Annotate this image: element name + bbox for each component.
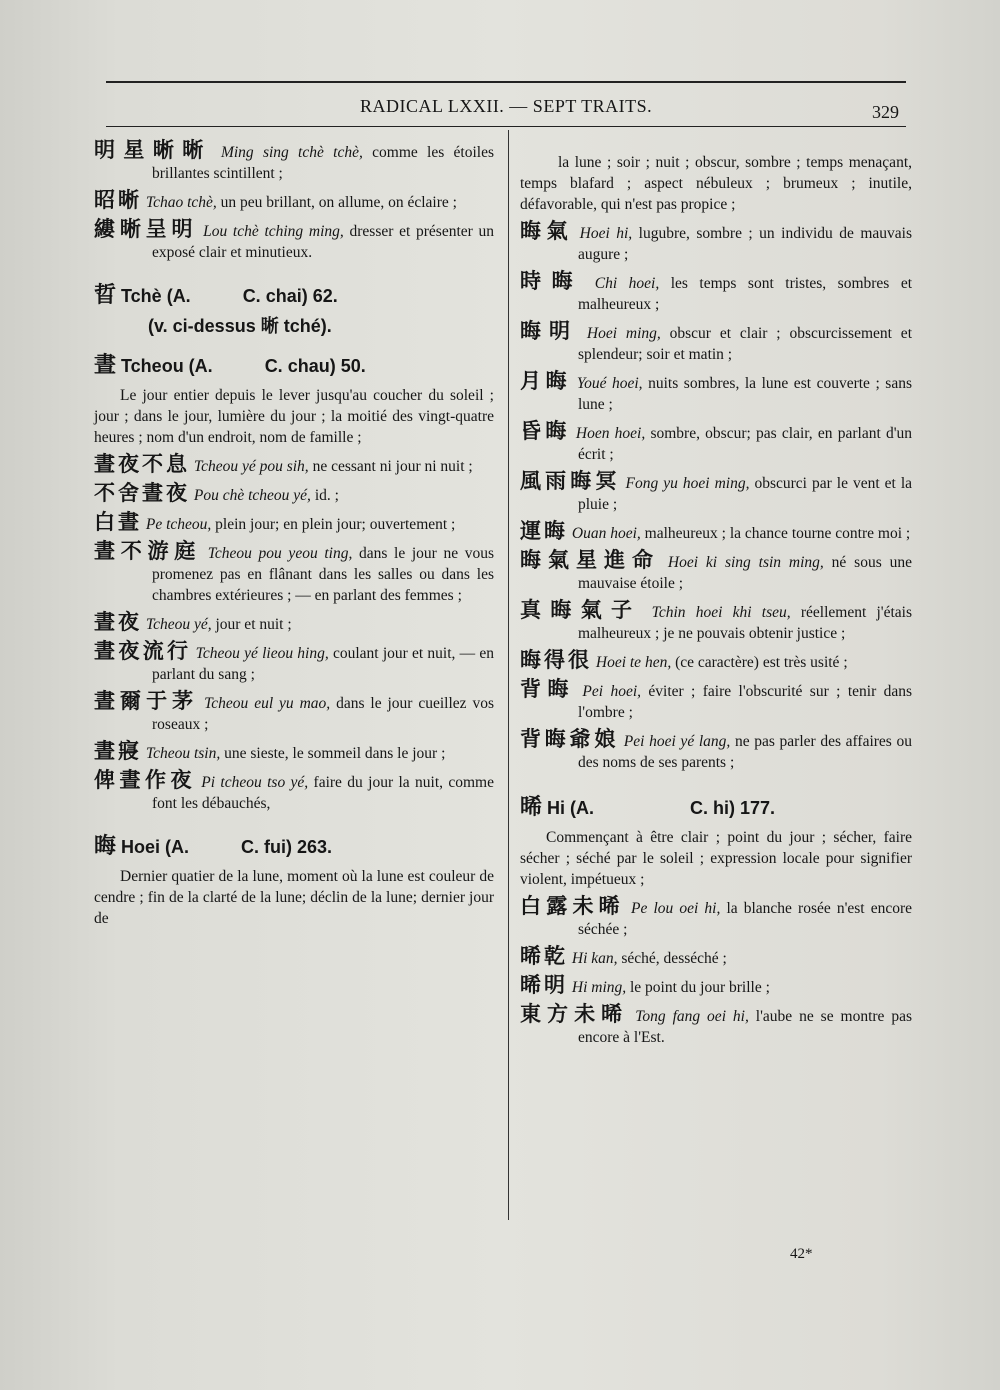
headword-char: 晦 xyxy=(94,834,117,859)
dictionary-entry xyxy=(520,679,912,723)
dictionary-entry xyxy=(520,421,912,465)
dictionary-entry xyxy=(520,729,912,773)
chinese-phrase: 運晦 xyxy=(520,519,568,543)
dictionary-entry xyxy=(94,741,494,764)
romanization: Tcheou yé pou sih, xyxy=(193,458,309,475)
definition-text: Commençant à être clair ; point du jour ; sécher, faire sécher ; séché par le soleil ; expression locale pour signifier violent, impétueux ; xyxy=(520,829,912,888)
dictionary-entry xyxy=(94,454,494,477)
dictionary-entry xyxy=(94,612,494,635)
dictionary-entry xyxy=(520,650,912,673)
chinese-phrase: 背晦爺娘 xyxy=(520,727,620,751)
french-gloss: le point du jour brille ; xyxy=(626,979,770,996)
french-gloss: coulant jour et nuit, — en parlant du sang ; xyxy=(152,645,495,683)
romanization: Pei hoei, xyxy=(582,683,642,700)
dictionary-entry xyxy=(520,521,912,544)
entry-list xyxy=(94,140,494,263)
french-gloss: une sieste, le sommeil dans le jour ; xyxy=(220,745,446,762)
chinese-phrase: 俾晝作夜 xyxy=(94,768,196,792)
definition-continuation: la lune ; soir ; nuit ; obscur, sombre ; temps menaçant, temps blafard ; aspect nébuleux ; brumeux ; inutile, défavorable, qui n'est pas propice ; xyxy=(520,154,912,213)
chinese-phrase: 明星晰晰 xyxy=(94,138,212,162)
french-gloss: la blanche rosée n'est encore séchée ; xyxy=(578,900,912,938)
french-gloss: id. ; xyxy=(310,487,339,504)
dictionary-entry xyxy=(520,321,912,365)
chinese-phrase: 月晦 xyxy=(520,369,572,393)
french-gloss: les temps sont tristes, sombres et malheureux ; xyxy=(578,275,913,313)
french-gloss: jour et nuit ; xyxy=(211,616,292,633)
romanization: Ming sing tchè tchè, xyxy=(220,144,363,161)
chinese-phrase: 晝爾于茅 xyxy=(94,689,199,713)
headword-char: 晞 xyxy=(520,795,543,820)
chinese-phrase: 昏晦 xyxy=(520,419,571,443)
french-gloss: dresser et présenter un exposé clair et minutieux. xyxy=(152,223,495,261)
dictionary-entry xyxy=(94,190,494,213)
romanization: Hi ming, xyxy=(571,979,627,996)
french-gloss: dans le jour ne vous promenez pas en flânant dans les salles ou dans les chambres extérieures ; — en parlant des femmes ; xyxy=(152,545,494,604)
header-rule-top xyxy=(106,81,906,83)
headword-char: 晢 xyxy=(94,283,117,308)
entry-list xyxy=(520,896,912,1048)
chinese-phrase: 晦氣 xyxy=(520,219,574,243)
page-number: 329 xyxy=(872,102,899,122)
right-column xyxy=(520,152,912,1054)
french-gloss: ne cessant ni jour ni nuit ; xyxy=(308,458,473,475)
french-gloss: né sous une mauvaise étoile ; xyxy=(578,554,912,592)
french-gloss: réellement j'étais malheureux ; je ne pouvais obtenir justice ; xyxy=(578,604,912,642)
romanization: Hi kan, xyxy=(571,950,618,967)
french-gloss: ne pas parler des affaires ou des noms de ses parents ; xyxy=(578,733,912,771)
romanization: Ouan hoei, xyxy=(571,525,641,542)
french-gloss: nuits sombres, la lune est couverte ; sans lune ; xyxy=(578,375,913,413)
dictionary-entry xyxy=(94,140,494,184)
french-gloss: un peu brillant, on allume, on éclaire ; xyxy=(216,194,457,211)
french-gloss: lugubre, sombre ; un individu de mauvais augure ; xyxy=(578,225,913,263)
chinese-phrase: 縷晰呈明 xyxy=(94,217,198,241)
dictionary-entry xyxy=(520,946,912,969)
dictionary-entry xyxy=(520,896,912,940)
chinese-phrase: 背晦 xyxy=(520,677,576,701)
definition-text: Le jour entier depuis le lever jusqu'au coucher du soleil ; jour ; dans le jour, lumière du jour ; la moitié des vingt-quatre heures ; nom d'un endroit, nom de famille ; xyxy=(94,387,494,446)
french-gloss: obscurci par le vent et la pluie ; xyxy=(578,475,913,513)
chinese-phrase: 晦得很 xyxy=(520,648,592,672)
chinese-phrase: 白露未晞 xyxy=(520,894,625,918)
chinese-phrase: 晝夜 xyxy=(94,610,142,634)
romanization: Tcheou yé lieou hing, xyxy=(195,645,329,662)
dictionary-entry xyxy=(520,975,912,998)
chinese-phrase: 晝不游庭 xyxy=(94,539,202,563)
romanization: Hoei ming, xyxy=(586,325,661,342)
chinese-phrase: 晞明 xyxy=(520,973,568,997)
romanization: Youé hoei, xyxy=(576,375,643,392)
headword-tche: 晢 Tchè (A. C. chai) 62. xyxy=(94,283,338,308)
chinese-phrase: 晦氣星進命 xyxy=(520,548,660,572)
header-rule-bottom xyxy=(106,126,906,127)
dictionary-entry xyxy=(520,371,912,415)
dictionary-entry xyxy=(94,219,494,263)
romanization: Tcheou tsin, xyxy=(145,745,221,762)
dictionary-entry xyxy=(94,770,494,814)
romanization: Hoei ki sing tsin ming, xyxy=(667,554,824,571)
french-gloss: malheureux ; la chance tourne contre moi ; xyxy=(640,525,911,542)
definition-text: Dernier quatier de la lune, moment où la lune est couleur de cendre ; fin de la clarté de la lune; déclin de la lune; dernier jour de xyxy=(94,868,494,927)
chinese-phrase: 晝寢 xyxy=(94,739,142,763)
romanization: Hoei te hen, xyxy=(595,654,672,671)
chinese-phrase: 晞乾 xyxy=(520,944,568,968)
chinese-phrase: 昭晰 xyxy=(94,188,142,212)
romanization: Tong fang oei hi, xyxy=(635,1008,749,1025)
dictionary-entry xyxy=(520,1004,912,1048)
chinese-phrase: 不舍晝夜 xyxy=(94,481,190,505)
dictionary-entry xyxy=(94,483,494,506)
chinese-phrase: 時晦 xyxy=(520,269,584,293)
headword-crossref: (v. ci-dessus 晰 tché). xyxy=(148,316,332,336)
romanization: Hoen hoei, xyxy=(575,425,646,442)
chinese-phrase: 白晝 xyxy=(94,510,142,534)
french-gloss: obscur et clair ; obscurcissement et splendeur; soir et matin ; xyxy=(578,325,912,363)
chinese-phrase: 晝夜流行 xyxy=(94,639,192,663)
romanization: Chi hoei, xyxy=(594,275,660,292)
dictionary-entry xyxy=(520,550,912,594)
dictionary-entry xyxy=(520,600,912,644)
romanization: Pe tcheou, xyxy=(145,516,212,533)
french-gloss: plein jour; en plein jour; ouvertement ; xyxy=(211,516,456,533)
romanization: Hoei hi, xyxy=(579,225,633,242)
dictionary-entry xyxy=(520,271,912,315)
romanization: Tcheou eul yu mao, xyxy=(204,695,331,712)
headword-hoei: 晦 Hoei (A. C. fui) 263. xyxy=(94,834,333,859)
dictionary-entry xyxy=(94,541,494,606)
romanization: Pi tcheou tso yé, xyxy=(201,774,309,791)
headword-hi: 晞 Hi (A. C. hi) 177. xyxy=(520,795,776,820)
headword-tcheou: 晝 Tcheou (A. C. chau) 50. xyxy=(94,353,366,378)
romanization: Pe lou oei hi, xyxy=(631,900,721,917)
entry-list xyxy=(94,454,494,814)
french-gloss: séché, desséché ; xyxy=(617,950,727,967)
column-divider xyxy=(508,130,509,1220)
french-gloss: éviter ; faire l'obscurité sur ; tenir dans l'ombre ; xyxy=(578,683,913,721)
romanization: Tcheou pou yeou ting, xyxy=(207,545,353,562)
french-gloss: l'aube ne se montre pas encore à l'Est. xyxy=(578,1008,913,1046)
romanization: Fong yu hoei ming, xyxy=(625,475,750,492)
french-gloss: comme les étoiles brillantes scintillent ; xyxy=(152,144,495,182)
dictionary-entry xyxy=(520,471,912,515)
dictionary-entry xyxy=(520,221,912,265)
chinese-phrase: 晝夜不息 xyxy=(94,452,190,476)
entry-list xyxy=(520,221,912,773)
french-gloss: sombre, obscur; pas clair, en parlant d'un écrit ; xyxy=(578,425,913,463)
chinese-phrase: 真晦氣子 xyxy=(520,598,642,622)
dictionary-entry xyxy=(94,691,494,735)
dictionary-entry xyxy=(94,641,494,685)
french-gloss: (ce caractère) est très usité ; xyxy=(671,654,848,671)
romanization: Tchin hoei khi tseu, xyxy=(651,604,791,621)
signature-mark: 42* xyxy=(790,1246,813,1262)
french-gloss: dans le jour cueillez vos roseaux ; xyxy=(152,695,495,733)
romanization: Pou chè tcheou yé, xyxy=(193,487,311,504)
romanization: Lou tchè tching ming, xyxy=(203,223,344,240)
chinese-phrase: 東方未晞 xyxy=(520,1002,629,1026)
chinese-phrase: 風雨晦冥 xyxy=(520,469,621,493)
romanization: Tcheou yé, xyxy=(145,616,212,633)
running-header: RADICAL LXXII. — SEPT TRAITS. xyxy=(360,96,653,116)
romanization: Pei hoei yé lang, xyxy=(623,733,731,750)
chinese-phrase: 晦明 xyxy=(520,319,578,343)
headword-char: 晝 xyxy=(94,353,117,378)
french-gloss: faire du jour la nuit, comme font les débauchés, xyxy=(152,774,494,812)
romanization: Tchao tchè, xyxy=(145,194,217,211)
left-column xyxy=(94,140,494,935)
dictionary-entry xyxy=(94,512,494,535)
